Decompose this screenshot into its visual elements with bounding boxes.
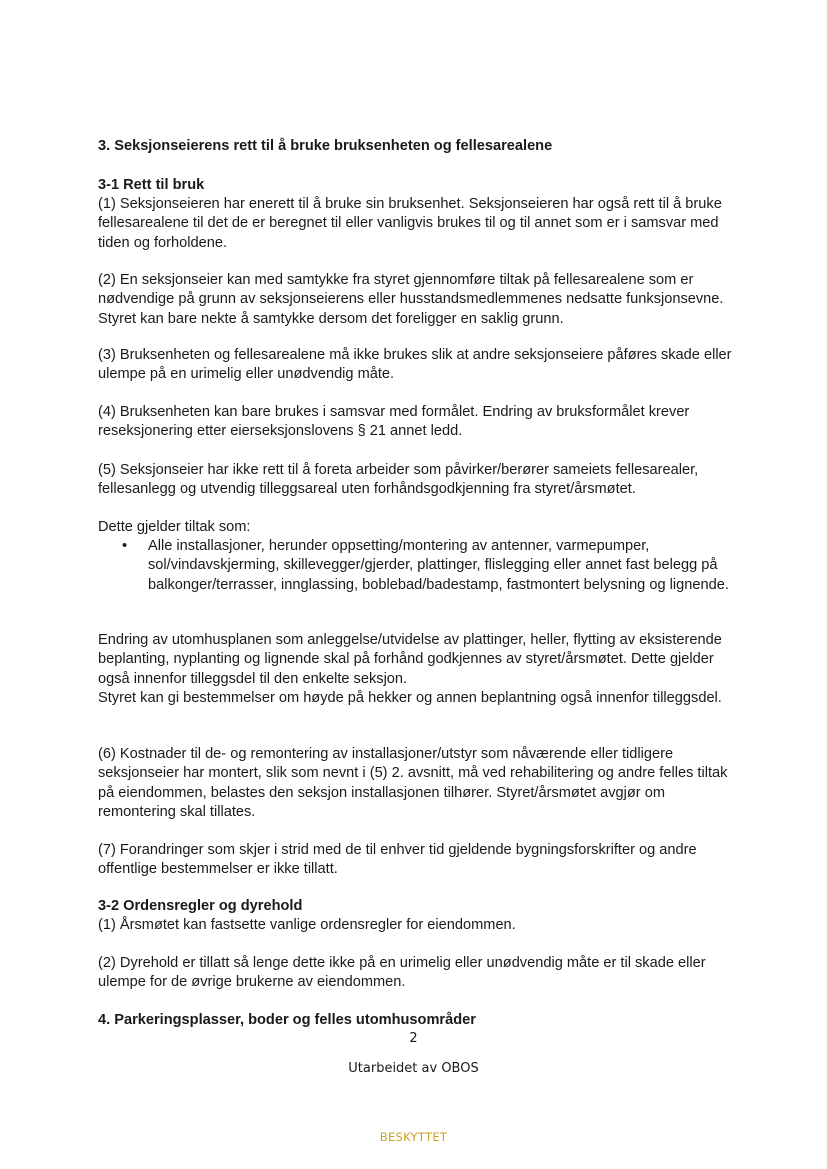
- prepared-by: Utarbeidet av OBOS: [348, 1061, 479, 1076]
- paragraph-hedges: Styret kan gi bestemmelser om høyde på hekker og annen beplantning også innenfor tilleggsdel.: [98, 690, 722, 706]
- paragraph-3-1-4: (4) Bruksenheten kan bare brukes i samsvar med formålet. Endring av bruksformålet krever reseksjonering etter eierseksjonslovens § 21 annet ledd.: [98, 404, 690, 440]
- section-4-heading: 4. Parkeringsplasser, boder og felles utomhusområder: [98, 1012, 476, 1028]
- paragraph-3-1-2: (2) En seksjonseier kan med samtykke fra styret gjennomføre tiltak på fellesarealene som er nødvendige på grunn av seksjonseierens eller husstandsmedlemmenes nedsatte funksjonsevne. Styret kan bare nekte å samtykke dersom det foreligger en saklig grunn.: [98, 272, 724, 327]
- paragraph-3-2-1: (1) Årsmøtet kan fastsette vanlige ordensregler for eiendommen.: [98, 917, 516, 933]
- subsection-3-1-heading: 3-1 Rett til bruk: [98, 177, 205, 193]
- paragraph-3-1-6: (6) Kostnader til de- og remontering av installasjoner/utstyr som nåværende eller tidligere seksjonseier har montert, slik som nevnt i (5) 2. avsnitt, må ved rehabilitering og andre felles tiltak på eiendommen, belastes den seksjon installasjonen tilhører. Styret/årsmøtet avgjør om remontering skal tillates.: [98, 746, 728, 821]
- measures-list: [98, 537, 738, 595]
- paragraph-outdoor-plan: Endring av utomhusplanen som anleggelse/utvidelse av plattinger, heller, flytting av eksisterende beplanting, nyplanting og lignende skal på forhånd godkjennes av styret/årsmøtet. Dette gjelder også innenfor tilleggsdel til den enkelte seksjon.: [98, 632, 722, 687]
- list-item: • Alle installasjoner, herunder oppsetting/montering av antenner, varmepumper, sol/vindavskjerming, skillevegger/gjerder, plattinger, flislegging eller annet fast belegg på balkonger/terrasser, innglassing, boblebad/badestamp, fastmontert belysning og lignende.: [98, 537, 738, 595]
- section-3-heading: 3. Seksjonseierens rett til å bruke bruksenheten og fellesarealene: [98, 138, 553, 154]
- classification-label: BESKYTTET: [379, 1130, 448, 1144]
- paragraph-3-1-5: (5) Seksjonseier har ikke rett til å foreta arbeider som påvirker/berører sameiets fellesarealer, fellesanlegg og utvendig tilleggsareal uten forhåndsgodkjenning fra styret/årsmøtet.: [98, 462, 699, 498]
- paragraph-3-1-3: (3) Bruksenheten og fellesarealene må ikke brukes slik at andre seksjonseiere påføres skade eller ulempe på en urimelig eller unødvendig måte.: [98, 347, 732, 383]
- paragraph-3-2-2: (2) Dyrehold er tillatt så lenge dette ikke på en urimelig eller unødvendig måte er til skade eller ulempe for de øvrige brukerne av eiendommen.: [98, 955, 706, 991]
- subsection-3-2-heading: 3-2 Ordensregler og dyrehold: [98, 898, 303, 914]
- measures-intro: Dette gjelder tiltak som:: [98, 519, 251, 535]
- page-number: 2: [409, 1031, 418, 1046]
- paragraph-3-1-7: (7) Forandringer som skjer i strid med de til enhver tid gjeldende bygningsforskrifter og andre offentlige bestemmelser er ikke tillatt.: [98, 842, 697, 878]
- paragraph-3-1-1: (1) Seksjonseieren har enerett til å bruke sin bruksenhet. Seksjonseieren har også rett til å bruke fellesarealene til det de er beregnet til eller vanligvis brukes til og til annet som er i samsvar med tiden og forholdene.: [98, 196, 722, 251]
